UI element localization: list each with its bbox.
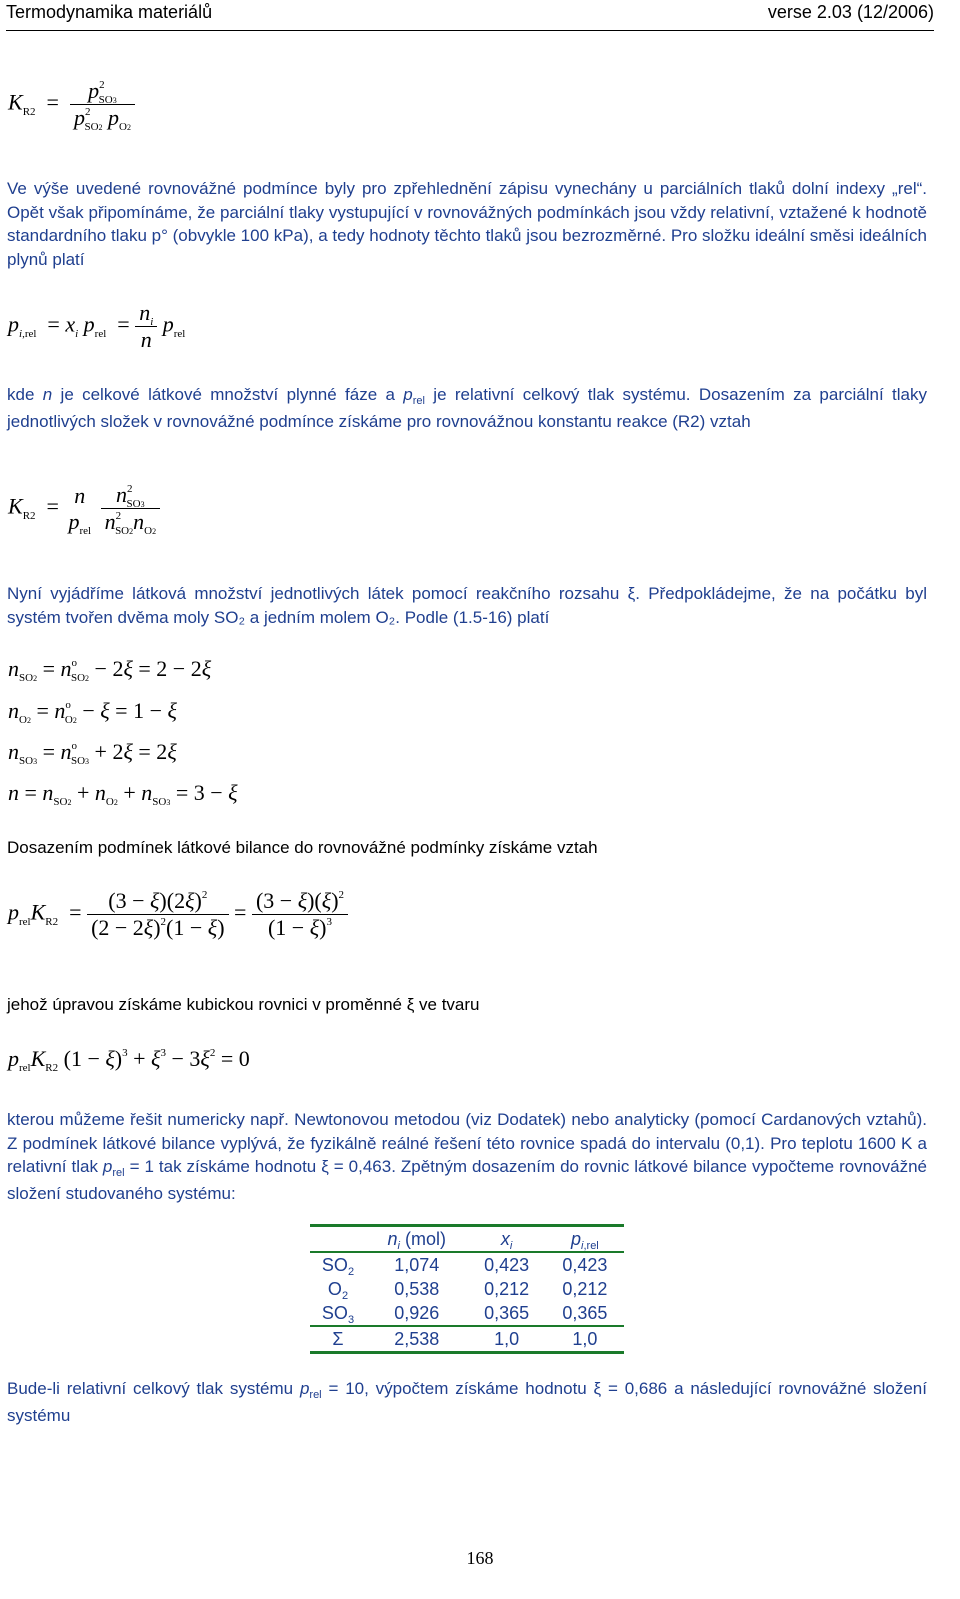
document-title: Termodynamika materiálů xyxy=(6,2,213,22)
equation-cubic: $p_{rel}K_{R2}$ $(1 - \xi)^3 + \xi^3 - 3\xi^2 = 0$ xyxy=(8,1046,250,1074)
paragraph-5: jehož úpravou získáme kubickou rovnici v proměnné ξ ve tvaru xyxy=(7,995,480,1014)
table-header-cell xyxy=(310,1226,366,1253)
table-row xyxy=(310,1252,624,1277)
paragraph-1: Ve výše uvedené rovnovážné podmínce byly pro zpřehlednění zápisu vynechány u parciálních tlaků dolní indexy „rel“. Opět však připomínáme, že parciální tlaky vystupující v rovnovážných podmínkách jsou vždy relativní, vztažené k hodnotě standardního tlaku p° (obvykle 100 kPa), a tedy hodnoty těchto tlaků jsou bezrozměrné. Pro složku ideální směsi ideálních plynů platí xyxy=(7,179,927,269)
composition-table xyxy=(310,1224,624,1354)
table-cell: 1,0 xyxy=(546,1326,624,1353)
equation-balance-o2: $n_{O2} = n^o_{O2} - \xi = 1 - \xi$ xyxy=(8,698,177,726)
table-row xyxy=(310,1301,624,1326)
table-header-row xyxy=(310,1226,624,1253)
table-cell: 1,0 xyxy=(468,1326,546,1353)
equation-kr2-pressure: $K_{R2}$ = $\frac{p^2_{SO3}}{p^2_{SO2} p_{O2}}$ xyxy=(8,78,135,131)
equation-balance-so2: $n_{SO2} = n^o_{SO2} - 2\xi = 2 - 2\xi$ xyxy=(8,656,212,684)
page-header xyxy=(6,0,934,31)
document-version: verse 2.03 (12/2006) xyxy=(767,2,934,22)
table-cell: 0,212 xyxy=(484,1278,530,1299)
table-cell: 0,212 xyxy=(562,1278,608,1299)
table-cell: 0,365 xyxy=(562,1302,608,1323)
table-cell: Σ xyxy=(310,1326,366,1353)
table-cell: $O_2$ xyxy=(327,1278,349,1302)
paragraph-6: kterou můžeme řešit numericky např. Newtonovou metodou (viz Dodatek) nebo analyticky (pomocí Cardanových vztahů). Z podmínek látkové bilance vyplývá, že fyzikálně reálné řešení této rovnice spadá do intervalu (0,1). Pro teplotu 1600 K a relativní tlak $p_{rel} = 1$ tak získáme hodnotu ξ = 0,463. Zpětným dosazením do rovnic látkové bilance vypočteme rovnovážné složení studovaného systému: xyxy=(7,1110,927,1203)
table-cell: $SO_3$ xyxy=(321,1302,355,1326)
table-cell: 0,926 xyxy=(394,1302,440,1323)
table-cell: 0,423 xyxy=(562,1254,608,1275)
paragraph-3: Nyní vyjádříme látková množství jednotlivých látek pomocí reakčního rozsahu ξ. Předpokládejme, že na počátku byl systém tvořen dvěma moly SO₂ a jedním molem O₂. Podle (1.5-16) platí xyxy=(7,584,927,627)
table-header-cell: $n_i$ (mol) xyxy=(366,1226,468,1253)
table-cell: 0,365 xyxy=(484,1302,530,1323)
paragraph-2: kde n je celkové látkové množství plynné fáze a $p_{rel}$ je relativní celkový tlak systému. Dosazením za parciální tlaky jednotlivých složek v rovnovážné podmínce získáme pro rovnovážnou konstantu reakce (R2) vztah xyxy=(7,385,927,431)
equation-kr2-moles: $K_{R2}$ = n $p_{rel}$ $\frac{n^2_{SO3}}{n^2_{SO2}n_{O2}}$ xyxy=(8,482,160,535)
table-header-cell: $x_i$ xyxy=(468,1226,546,1253)
table-sum-row xyxy=(310,1326,624,1353)
table-cell: 1,074 xyxy=(394,1254,440,1275)
table-row xyxy=(310,1277,624,1301)
paragraph-7: Bude-li relativní celkový tlak systému $p_{rel} = 10$, výpočtem získáme hodnotu ξ = 0,686 a následující rovnovážné složení systému xyxy=(7,1379,927,1425)
equation-prel-kr2: $p_{rel}K_{R2}$ = $\frac{(3 - \xi)(2\xi)^2}{(2 - 2\xi)^2(1 - \xi)}$ = $\frac{(3 - \xi)(\xi)^2}{(1 - \xi)^3}$ xyxy=(8,888,348,941)
equation-partial-pressure: $p_{i,rel} = x_i$ $p_{rel}$ = $\frac{n_i}{n}$ $p_{rel}$ xyxy=(8,300,186,352)
table-cell: 2,538 xyxy=(366,1326,468,1353)
paragraph-4: Dosazením podmínek látkové bilance do rovnovážné podmínky získáme vztah xyxy=(7,838,598,857)
table-header-cell: $p_{i,rel}$ xyxy=(546,1226,624,1253)
equation-balance-total: $n = n_{SO2} + n_{O2} + n_{SO3} = 3 - \xi$ xyxy=(8,780,238,808)
table-cell: $SO_2$ xyxy=(321,1254,355,1278)
page-number: 168 xyxy=(466,1548,494,1568)
equation-balance-so3: $n_{SO3} = n^o_{SO3} + 2\xi = 2\xi$ xyxy=(8,739,177,767)
table-cell: 0,423 xyxy=(484,1254,530,1275)
table-cell: 0,538 xyxy=(394,1278,440,1299)
